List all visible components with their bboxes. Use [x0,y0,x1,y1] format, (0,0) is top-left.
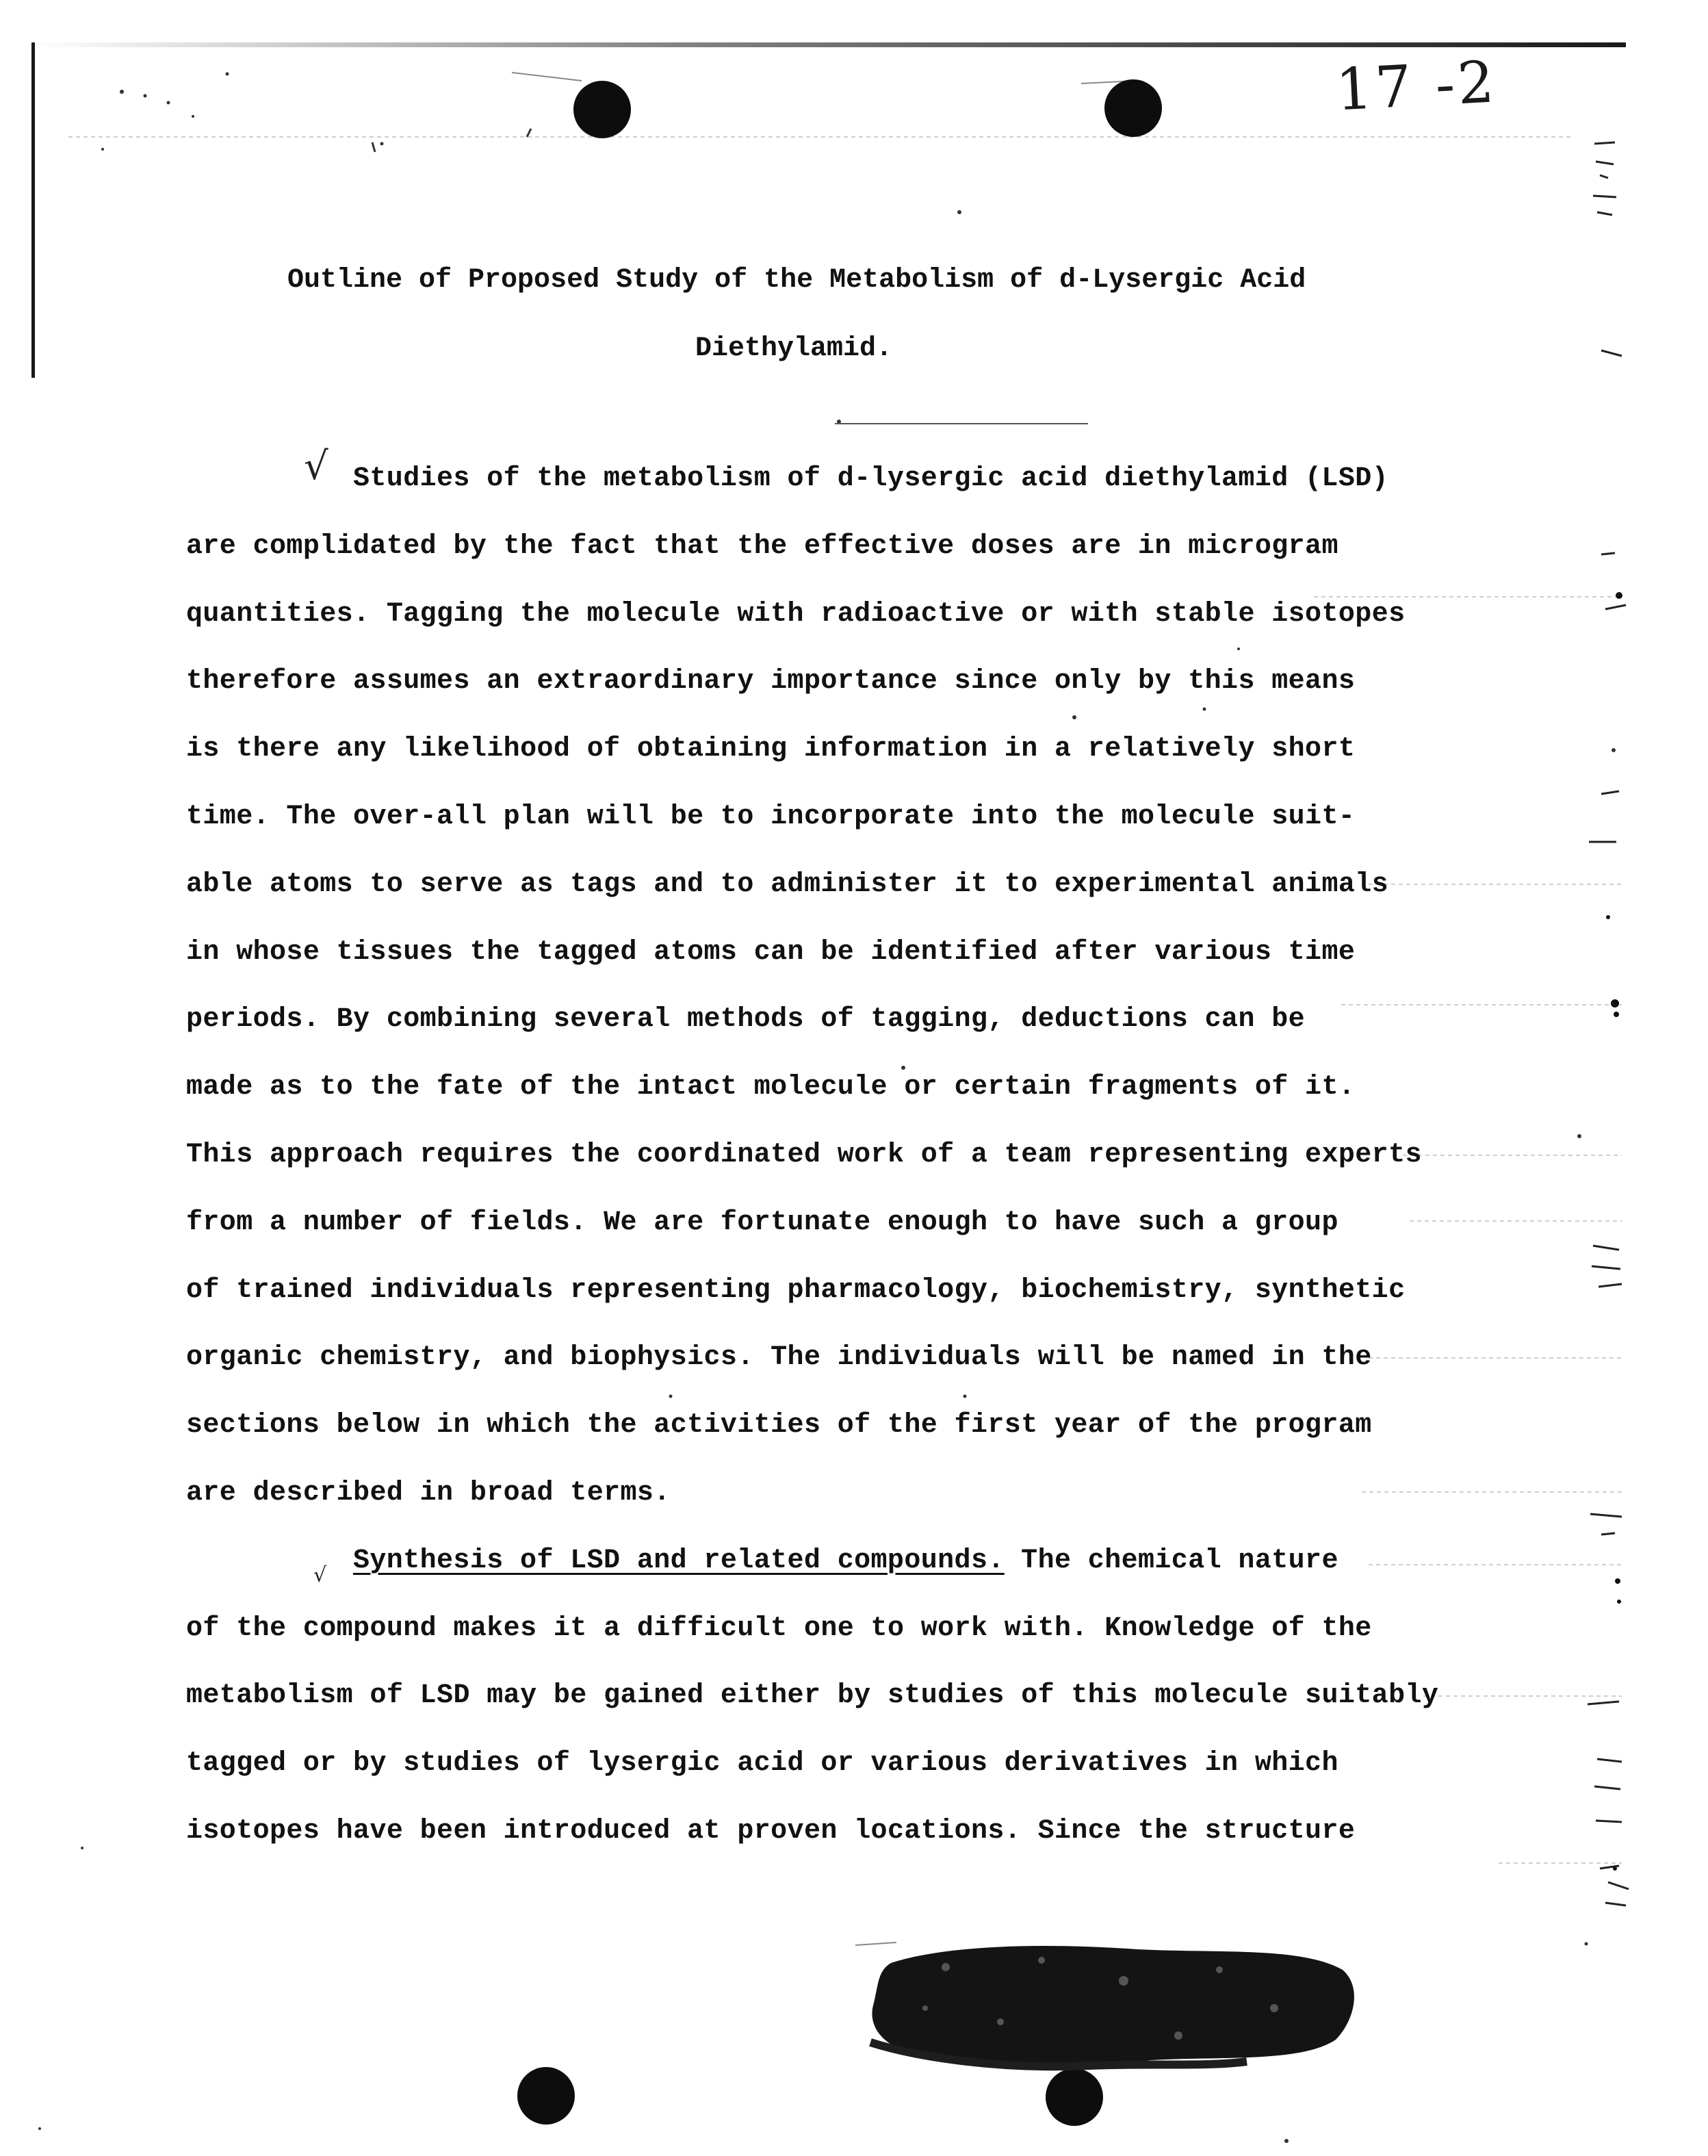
text-line: periods. By combining several methods of tagging, deductions can be [186,1004,1306,1036]
check-mark-icon: √ [304,444,328,489]
text-line: This approach requires the coordinated work of a team representing experts [186,1139,1422,1170]
document-title: Outline of Proposed Study of the Metabolism of d-Lysergic Acid [287,265,1306,296]
punch-hole-top-right [1104,79,1162,137]
scan-top-border [31,42,1626,47]
text-line: quantities. Tagging the molecule with radioactive or with stable isotopes [186,598,1406,630]
body-text [186,459,1438,1879]
text-line: sections below in which the activities of the first year of the program [186,1410,1372,1441]
text-line-rest: The chemical nature [1004,1545,1338,1576]
punch-hole-top-left [573,81,631,138]
text-line: Studies of the metabolism of d-lysergic acid diethylamid (LSD) [353,463,1389,494]
text-line: are complidated by the fact that the effective doses are in microgram [186,530,1338,562]
text-line: tagged or by studies of lysergic acid or various derivatives in which [186,1748,1338,1780]
text-line: metabolism of LSD may be gained either by studies of this molecule suitably [186,1680,1439,1712]
text-line: of the compound makes it a difficult one to work with. Knowledge of the [186,1613,1372,1644]
text-line: made as to the fate of the intact molecule or certain fragments of it. [186,1072,1356,1103]
text-line: isotopes have been introduced at proven locations. Since the structure [186,1815,1356,1847]
text-line: in whose tissues the tagged atoms can be identified after various time [186,936,1356,968]
title-rule [835,423,1088,424]
scan-left-border [31,42,35,378]
section-heading: Synthesis of LSD and related compounds. [353,1545,1005,1576]
punch-hole-bottom-left [517,2067,575,2125]
text-line: organic chemistry, and biophysics. The individuals will be named in the [186,1342,1372,1374]
margin-marks [1581,130,1635,1910]
check-mark-icon: √ [313,1563,327,1587]
text-line: able atoms to serve as tags and to administer it to experimental animals [186,869,1389,900]
section-heading-line [186,1541,1438,1608]
text-line: is there any likelihood of obtaining information in a relatively short [186,734,1356,765]
text-line: time. The over-all plan will be to incorporate into the molecule suit- [186,801,1356,832]
text-line: from a number of fields. We are fortunate enough to have such a group [186,1207,1338,1238]
page-number: 17 -2 [1334,48,1499,124]
document-title-continued: Diethylamid. [695,333,893,364]
text-line: are described in broad terms. [186,1477,671,1509]
redaction-mark [864,1940,1377,2074]
text-line: of trained individuals representing pharmacology, biochemistry, synthetic [186,1274,1406,1306]
text-line: therefore assumes an extraordinary importance since only by this means [186,666,1356,697]
punch-hole-bottom-right [1046,2068,1103,2126]
